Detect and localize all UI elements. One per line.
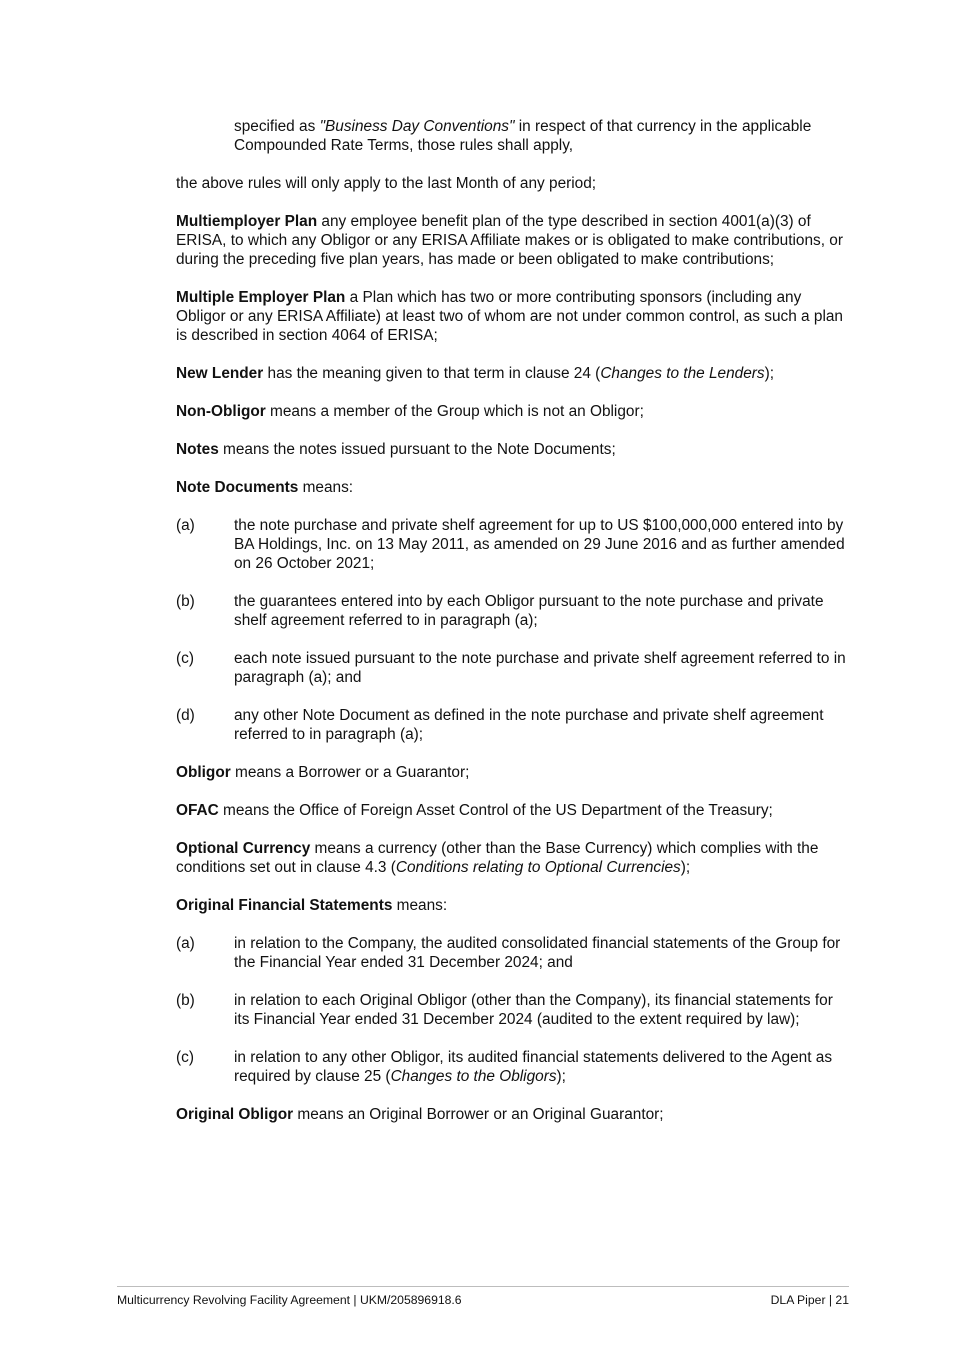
list-item [176,934,848,972]
list-item [176,1048,848,1086]
defined-term: Multiemployer Plan [176,213,318,230]
list-text: in relation to each Original Obligor (other than the Company), its financial statements for its Financial Year ended 31 December 2024 (audited to the extent required by law); [234,992,833,1028]
list-label: (a) [176,517,195,534]
list-text: any other Note Document as defined in the note purchase and private shelf agreement referred to in paragraph (a); [234,707,824,743]
definition-multiemployer-plan: Multiemployer Plan any employee benefit plan of the type described in section 4001(a)(3) of ERISA, to which any Obligor or any ERISA Affiliate makes or is obligated to make contributions, or during the preceding five plan years, has made or been obligated to make contributions; [176,213,843,268]
definition-note-documents: Note Documents means: [176,479,354,496]
defined-term: Note Documents [176,479,299,496]
list-text: the note purchase and private shelf agreement for up to US $100,000,000 entered into by BA Holdings, Inc. on 13 May 2011, as amended on 29 June 2016 and as further amended on 26 October 2021; [234,517,845,572]
list-label: (c) [176,650,194,667]
defined-term: Original Obligor [176,1106,294,1123]
defined-term: Multiple Employer Plan [176,289,346,306]
list-label: (a) [176,935,195,952]
list-text: the guarantees entered into by each Obligor pursuant to the note purchase and private shelf agreement referred to in paragraph (a); [234,593,824,629]
defined-term: Optional Currency [176,840,311,857]
list-label: (c) [176,1049,194,1066]
list-item [176,592,848,630]
definition-notes: Notes means the notes issued pursuant to the Note Documents; [176,441,616,458]
definition-non-obligor: Non-Obligor means a member of the Group which is not an Obligor; [176,403,644,420]
defined-term: New Lender [176,365,264,382]
list-label: (b) [176,992,195,1009]
list-text: in relation to the Company, the audited consolidated financial statements of the Group for the Financial Year ended 31 December 2024; and [234,935,841,971]
defined-term: Original Financial Statements [176,897,393,914]
defined-term: OFAC [176,802,219,819]
defined-term: Notes [176,441,219,458]
definition-obligor: Obligor means a Borrower or a Guarantor; [176,764,470,781]
footer-document-reference: Multicurrency Revolving Facility Agreement | UKM/205896918.6 [117,1293,462,1307]
list-label: (d) [176,707,195,724]
footer-page-number: DLA Piper | 21 [770,1293,849,1307]
list-item [176,991,848,1029]
definition-optional-currency: Optional Currency means a currency (other than the Base Currency) which complies with the conditions set out in clause 4.3 (Conditions relating to Optional Currencies); [176,840,819,876]
definition-original-obligor: Original Obligor means an Original Borrower or an Original Guarantor; [176,1106,664,1123]
defined-term: Non-Obligor [176,403,266,420]
list-item [176,516,848,573]
list-item [176,706,848,744]
definition-ofac: OFAC means the Office of Foreign Asset Control of the US Department of the Treasury; [176,802,773,819]
rule-paragraph: the above rules will only apply to the last Month of any period; [176,175,597,192]
list-text: each note issued pursuant to the note purchase and private shelf agreement referred to in paragraph (a); and [234,650,846,686]
list-item [176,649,848,687]
list-label: (b) [176,593,195,610]
page-footer [117,1292,849,1308]
definition-original-financial-statements: Original Financial Statements means: [176,897,448,914]
footer-divider [117,1286,849,1287]
continued-paragraph: specified as "Business Day Conventions" in respect of that currency in the applicable Compounded Rate Terms, those rules shall apply, [234,118,812,154]
defined-term: Obligor [176,764,231,781]
definition-new-lender: New Lender has the meaning given to that term in clause 24 (Changes to the Lenders); [176,365,775,382]
definition-multiple-employer-plan: Multiple Employer Plan a Plan which has two or more contributing sponsors (including any Obligor or any ERISA Affiliate) at least two of whom are not under common control, as such a plan is described in section 4064 of ERISA; [176,289,843,344]
page-body [176,117,848,1143]
list-text: in relation to any other Obligor, its audited financial statements delivered to the Agent as required by clause 25 (Changes to the Obligors); [234,1049,833,1085]
